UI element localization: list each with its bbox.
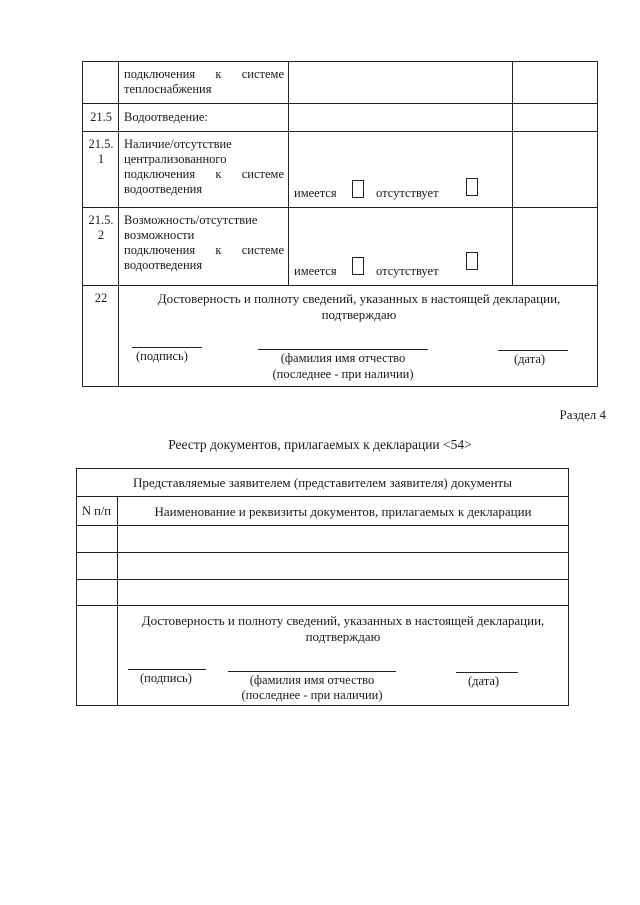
row-num-22: 22 bbox=[94, 291, 108, 305]
registry-signature-line bbox=[128, 669, 206, 670]
row-label-possibility-1: Возможность/отсутствие bbox=[124, 213, 258, 227]
name-caption-1: (фамилия имя отчество bbox=[280, 351, 406, 365]
table2-row-4 bbox=[76, 579, 569, 580]
section-label: Раздел 4 bbox=[559, 407, 606, 422]
registry-name-caption-2: (последнее - при наличии) bbox=[241, 688, 383, 702]
registry-confirm-line2: подтверждаю bbox=[305, 629, 381, 644]
table-border-top bbox=[82, 61, 598, 62]
row-num-21-5-1-b: 1 bbox=[97, 152, 105, 166]
col-divider-3 bbox=[512, 61, 513, 285]
signature-caption: (подпись) bbox=[136, 349, 188, 363]
col-divider-1 bbox=[118, 61, 119, 387]
section1-table bbox=[82, 61, 598, 387]
confirm-text-line1: Достоверность и полноту сведений, указанных в настоящей декларации, bbox=[157, 291, 561, 306]
checkbox-yes-21-5-2[interactable] bbox=[352, 257, 364, 275]
row-label-possibility-4: водоотведения bbox=[124, 258, 203, 272]
registry-table bbox=[76, 468, 569, 706]
table2-row-5 bbox=[76, 605, 569, 606]
table-border-right bbox=[597, 61, 598, 387]
option-yes-label-2: имеется bbox=[294, 264, 337, 278]
col-divider-2 bbox=[288, 61, 289, 285]
row-label-presence-4: водоотведения bbox=[124, 182, 203, 196]
row-divider-4 bbox=[82, 285, 598, 286]
date-line bbox=[498, 350, 568, 351]
registry-date-caption: (дата) bbox=[468, 674, 500, 688]
row-label-presence-2: централизованного bbox=[124, 152, 227, 166]
registry-date-line bbox=[456, 672, 518, 673]
row1-label-line1: подключения к системе bbox=[124, 67, 284, 81]
registry-confirm-line1: Достоверность и полноту сведений, указанных в настоящей декларации, bbox=[141, 613, 545, 628]
row-label-possibility-3: подключения к системе bbox=[124, 243, 284, 257]
option-no-label: отсутствует bbox=[376, 186, 439, 200]
date-caption: (дата) bbox=[514, 352, 546, 366]
col-num-header: N п/п bbox=[81, 504, 111, 518]
registry-name-line bbox=[228, 671, 396, 672]
checkbox-no-21-5-1[interactable] bbox=[466, 178, 478, 196]
table2-border-top bbox=[76, 468, 569, 469]
row-label-presence-1: Наличие/отсутствие bbox=[124, 137, 232, 151]
row1-label-line2: теплоснабжения bbox=[124, 82, 212, 96]
row-divider-3 bbox=[82, 207, 598, 208]
registry-signature-caption: (подпись) bbox=[140, 671, 192, 685]
confirm-text-line2: подтверждаю bbox=[321, 307, 397, 322]
option-no-label-2: отсутствует bbox=[376, 264, 439, 278]
checkbox-no-21-5-2[interactable] bbox=[466, 252, 478, 270]
table2-border-right bbox=[568, 468, 569, 706]
row-divider-2 bbox=[82, 131, 598, 132]
row-num-21-5: 21.5 bbox=[90, 110, 112, 124]
row-num-21-5-2-b: 2 bbox=[97, 228, 105, 242]
signature-line bbox=[132, 347, 202, 348]
name-caption-2: (последнее - при наличии) bbox=[272, 367, 414, 381]
name-line bbox=[258, 349, 428, 350]
checkbox-yes-21-5-1[interactable] bbox=[352, 180, 364, 198]
registry-header: Представляемые заявителем (представителем заявителя) документы bbox=[133, 475, 512, 490]
row-label-possibility-2: возможности bbox=[124, 228, 195, 242]
table2-row-1 bbox=[76, 496, 569, 497]
row-num-21-5-1-a: 21.5. bbox=[88, 137, 114, 151]
table2-row-2 bbox=[76, 525, 569, 526]
row-divider-1 bbox=[82, 103, 598, 104]
col-name-header: Наименование и реквизиты документов, прилагаемых к декларации bbox=[154, 504, 532, 519]
row-num-21-5-2-a: 21.5. bbox=[88, 213, 114, 227]
table-border-left bbox=[82, 61, 83, 387]
registry-title: Реестр документов, прилагаемых к декларации <54> bbox=[168, 437, 472, 452]
option-yes-label: имеется bbox=[294, 186, 337, 200]
registry-name-caption-1: (фамилия имя отчество bbox=[249, 673, 375, 687]
row-label-presence-3: подключения к системе bbox=[124, 167, 284, 181]
table2-border-bottom bbox=[76, 705, 569, 706]
table2-col-divider bbox=[117, 496, 118, 706]
table-border-bottom bbox=[82, 386, 598, 387]
row-label-sewage: Водоотведение: bbox=[124, 110, 208, 124]
table2-row-3 bbox=[76, 552, 569, 553]
